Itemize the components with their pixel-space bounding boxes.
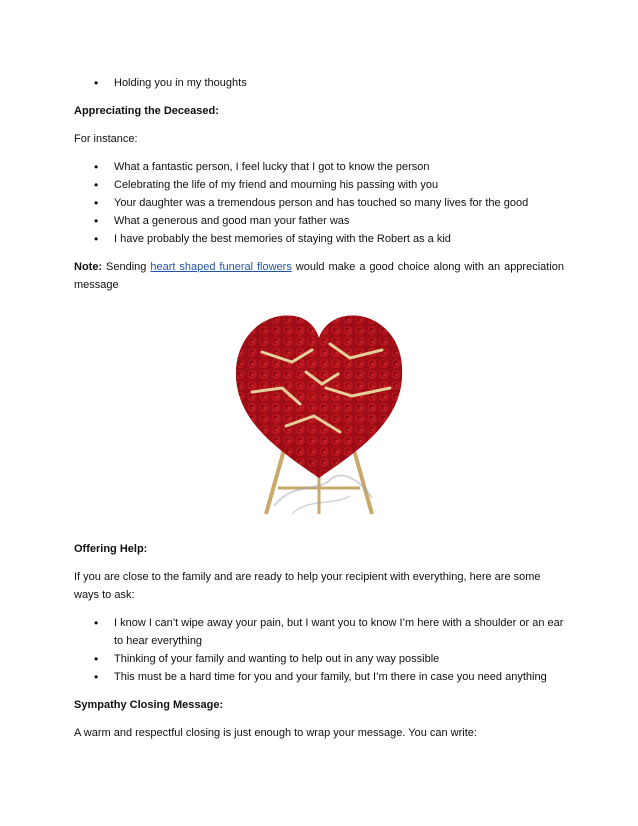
- list-item: • This must be a hard time for you and your family, but I’m there in case you need anything: [74, 668, 564, 686]
- document-body-lower: [74, 540, 564, 742]
- appreciating-list: [74, 158, 564, 248]
- section-heading-offering: Offering Help:: [74, 543, 148, 555]
- document-body: [74, 74, 564, 294]
- appreciating-intro: For instance:: [74, 133, 138, 145]
- heart-flowers-link[interactable]: heart shaped funeral flowers: [150, 261, 292, 273]
- note-paragraph: [74, 258, 564, 294]
- closing-intro: A warm and respectful closing is just enough to wrap your message. You can write:: [74, 727, 477, 739]
- note-text-before: Sending: [102, 261, 151, 273]
- list-item: • What a generous and good man your father was: [74, 212, 564, 230]
- list-item: • Your daughter was a tremendous person and has touched so many lives for the good: [74, 194, 564, 212]
- list-item: • Thinking of your family and wanting to help out in any way possible: [74, 650, 564, 668]
- offering-list: [74, 614, 564, 686]
- heart-flowers-image: [222, 292, 416, 526]
- list-item: • I have probably the best memories of staying with the Robert as a kid: [74, 230, 564, 248]
- note-label: Note:: [74, 261, 103, 273]
- list-item: • What a fantastic person, I feel lucky that I got to know the person: [74, 158, 564, 176]
- note-text-after: would make a good choice along with an appreciation message: [74, 261, 565, 291]
- heart-flowers-illustration: [222, 292, 416, 526]
- section-heading-closing: Sympathy Closing Message:: [74, 699, 224, 711]
- top-bullet-list: [74, 74, 564, 92]
- list-item: • I know I can’t wipe away your pain, but I want you to know I’m here with a shoulder or an ear to hear everything: [74, 614, 564, 650]
- offering-intro: If you are close to the family and are ready to help your recipient with everything, here are some ways to ask:: [74, 571, 541, 601]
- list-item: • Holding you in my thoughts: [74, 74, 564, 92]
- section-heading-appreciating: Appreciating the Deceased:: [74, 105, 219, 117]
- list-item: • Celebrating the life of my friend and mourning his passing with you: [74, 176, 564, 194]
